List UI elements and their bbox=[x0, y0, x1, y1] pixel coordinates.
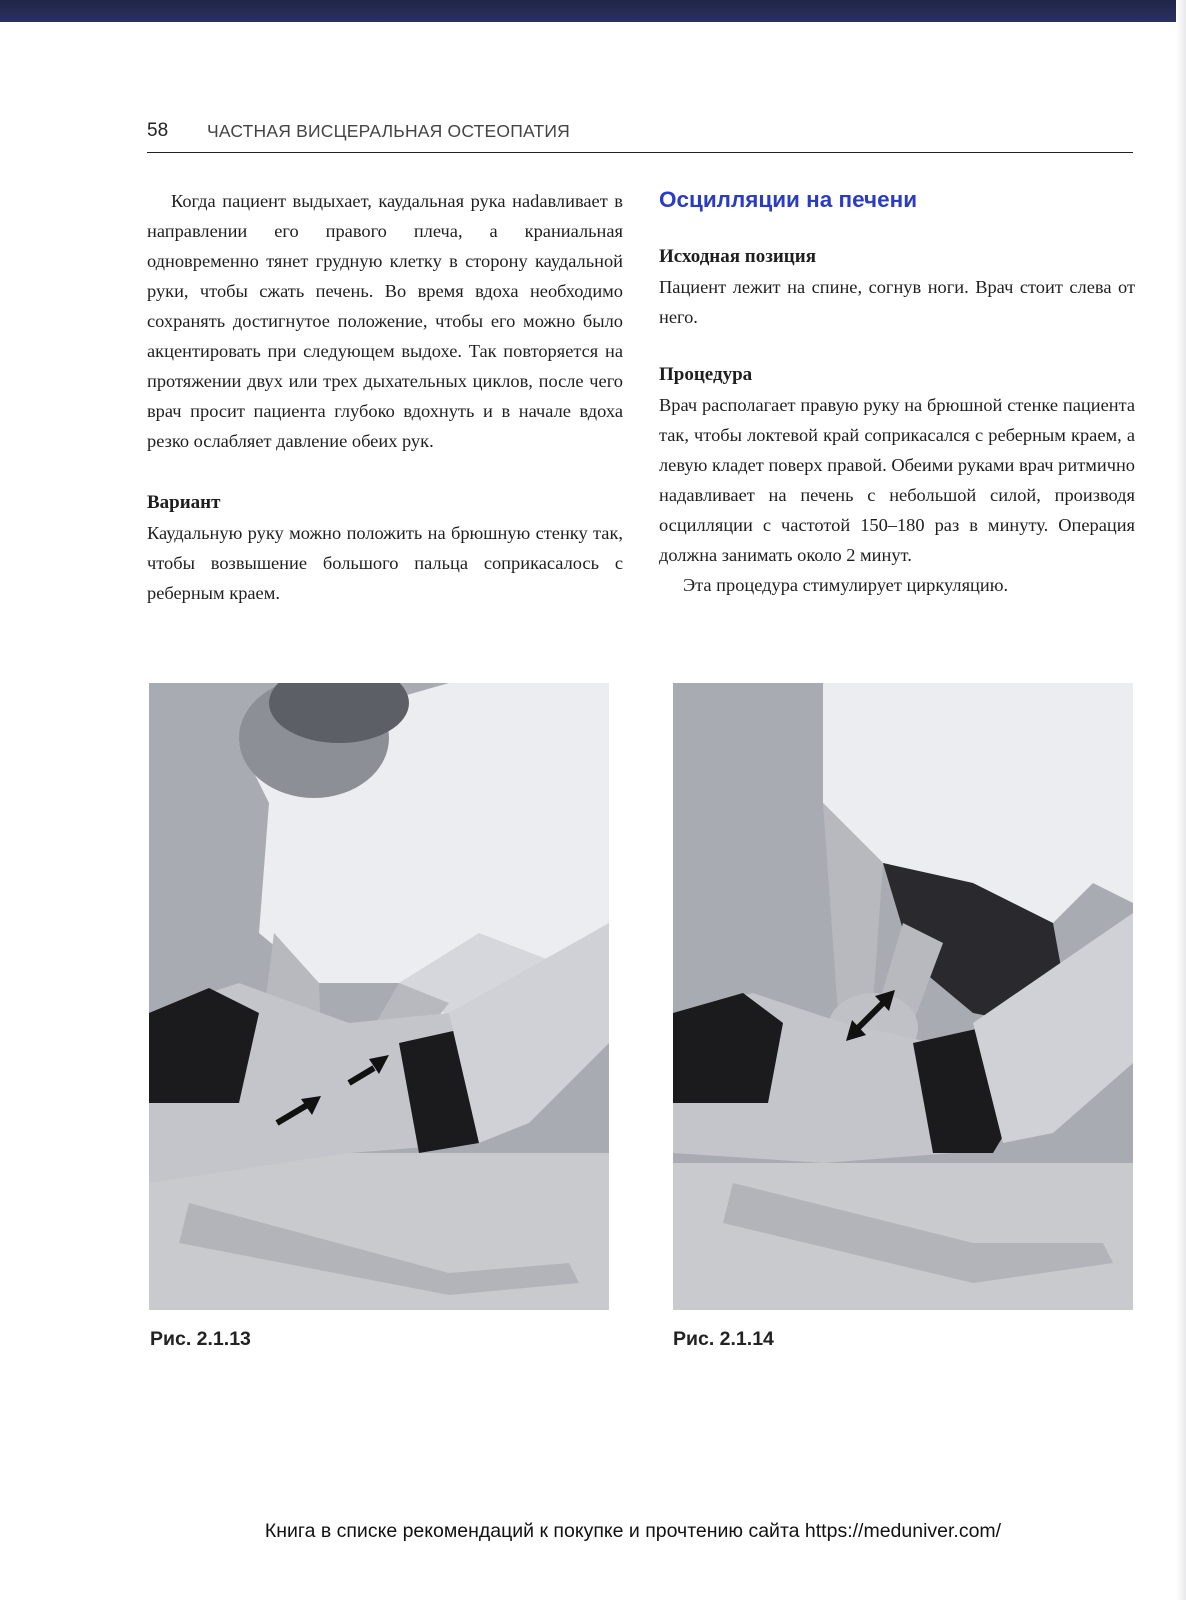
section-title: Осцилляции на печени bbox=[659, 187, 918, 212]
footer-note: Книга в списке рекомендаций к покупке и прочтению сайта https://meduniver.com/ bbox=[264, 1520, 1002, 1542]
photo-illustration bbox=[149, 683, 609, 1310]
left-column bbox=[147, 186, 623, 608]
start-position-paragraph: Пациент лежит на спине, согнув ноги. Врач стоит слева от него. bbox=[659, 277, 1135, 327]
figure-photo-2-1-14 bbox=[673, 683, 1133, 1310]
spacer bbox=[659, 214, 1135, 242]
figure-caption: Рис. 2.1.14 bbox=[673, 1328, 774, 1350]
start-position-heading: Исходная позиция bbox=[659, 246, 816, 267]
figure-photo-2-1-13 bbox=[149, 683, 609, 1310]
page-number: 58 bbox=[147, 120, 169, 141]
procedure-paragraph: Врач располагает правую руку на брюшной стенке пациента так, чтобы локтевой край соприкасался с реберным краем, а левую кладет поверх правой. Обеими руками врач ритмично надавливает на печень с небольшой силой, производя осцилляции с частотой 150–180 раз в минуту. Операция должна занимать около 2 минут. bbox=[659, 395, 1135, 565]
page-edge-shadow bbox=[1176, 0, 1186, 1600]
procedure-heading: Процедура bbox=[659, 364, 753, 385]
page-header bbox=[147, 118, 1133, 153]
variant-heading: Вариант bbox=[147, 492, 221, 513]
procedure-note: Эта процедура стимулирует циркуляцию. bbox=[683, 575, 1009, 595]
spacer bbox=[659, 332, 1135, 360]
photo-illustration bbox=[673, 683, 1133, 1310]
body-paragraph: Когда пациент выдыхает, каудальная рука наdавливает в направлении его правого плеча, а краниальная одновременно тянет грудную клетку в сторону каудальной руки, чтобы сжать печень. Во время вдоха необходимо сохранять достигнутое положение, чтобы его можно было акцентировать при следующем выдохе. Так повторяется на протяжении двух или трех дыхательных циклов, после чего врач просит пациента глубоко вдохнуть и в начале вдоха резко ослабляет давление обеих рук. bbox=[147, 191, 623, 451]
running-title: ЧАСТНАЯ ВИСЦЕРАЛЬНАЯ ОСТЕОПАТИЯ bbox=[207, 121, 570, 141]
spacer bbox=[147, 456, 623, 488]
variant-paragraph: Каудальную руку можно положить на брюшную стенку так, чтобы возвышение большого пальца соприкасалось с реберным краем. bbox=[147, 523, 623, 603]
figure-caption: Рис. 2.1.13 bbox=[150, 1328, 251, 1350]
page-top-border bbox=[0, 0, 1186, 22]
right-column bbox=[659, 186, 1135, 600]
